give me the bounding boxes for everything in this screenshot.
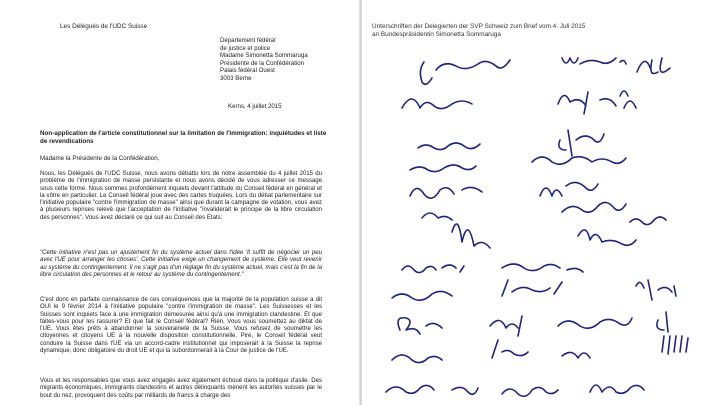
- signature-22: [636, 280, 676, 300]
- recipient-line-5: Palais fédéral Ouest: [220, 67, 275, 75]
- recipient-line-2: de justice et police: [220, 44, 271, 52]
- signature-6: [624, 101, 636, 108]
- signatures-title-line-1: Unterschriften der Delegierten der SVP Schweiz zum Brief vom 4. Juli 2015: [372, 23, 586, 30]
- signature-1: [420, 60, 510, 84]
- signature-31: [386, 385, 434, 393]
- signature-29: [562, 352, 590, 358]
- signature-32: [452, 387, 478, 394]
- right-signatures-page: [362, 0, 720, 405]
- signature-8: [559, 130, 604, 156]
- signature-2: [562, 58, 626, 64]
- signature-10: [532, 157, 626, 165]
- signature-21: [502, 280, 562, 296]
- signature-34: [590, 385, 644, 393]
- signature-12: [540, 182, 598, 196]
- signature-4: [402, 99, 472, 109]
- signatures-title-line-2: an Bundespräsidentin Simonetta Sommaruga: [372, 31, 501, 38]
- signature-33: [502, 387, 558, 396]
- letter-subject: Non-application de l'article constitutionnel sur la limitation de l'immigration: inquiétudes et liste de revendications: [40, 130, 327, 145]
- signature-26: [657, 312, 668, 332]
- signature-7: [418, 143, 480, 150]
- signature-15: [630, 217, 666, 225]
- signature-30: [662, 336, 688, 354]
- signature-24: [490, 316, 522, 336]
- signature-27: [392, 355, 442, 363]
- signature-11: [410, 187, 482, 198]
- signature-25: [558, 318, 632, 328]
- recipient-line-3: Madame Simonetta Sommaruga: [220, 52, 308, 60]
- recipient-line-4: Présidente de la Confédération: [220, 59, 305, 67]
- paragraph-quote: "Cette initiative n'est pas un ajustement fin du système actuel dans l'idée 'Il suffit de négocier un peu avec l'UE pour arranger les choses'. Cette initiative exige un changement de système. Elle veut revenir au système du contingentement. Il ne s'agit pas d'un réglage fin du système actuel, mais c'est la fin de la libre circulation des personnes et le retour au système du contingentement.": [40, 250, 322, 278]
- recipient-line-6: 3003 Berne: [220, 75, 252, 82]
- signature-sheet: [362, 0, 720, 405]
- letter-date: Kerns, 4 juillet 2015: [228, 103, 282, 110]
- signature-5: [558, 91, 628, 114]
- signature-19: [502, 264, 583, 272]
- signature-23: [398, 318, 442, 334]
- signature-17: [578, 230, 636, 245]
- signature-9: [410, 165, 476, 172]
- paragraph-2: C'est donc en parfaite connaissance de ces conséquences que la majorité de la population suisse a dit OUI le 9 février 2014 à l'initiative populaire "contre l'immigration de masse". Les Suissesses et les Suisses sont inquiets face à une immigration démesurée ainsi qu'à une immigration clandestine. Et que faites-vous pour les rassurer? Et que fait le Conseil fédéral? Rien. Vous vous soumettez au diktat de l'UE. Vous êtes prêts à abandonner la souveraineté de la Suisse. Vous refusez de soumettre les citoyennes et citoyens UE à la nouvelle disposition constitutionnelle. Pire, le Conseil fédéral veut conduire la Suisse dans l'UE via un accord-cadre institutionnel qui imposerait à la Suisse la reprise dynamique, donc obligatoire du droit UE et qui la subordonnerait à la Cour de justice de l'UE.: [40, 297, 322, 354]
- signature-20: [392, 291, 452, 300]
- signature-14: [422, 213, 452, 220]
- signature-13: [562, 202, 626, 212]
- letter-salutation: Madame la Présidente de la Confédération,: [40, 155, 160, 162]
- paragraph-1: Nous, les Délégués de l'UDC Suisse, nous avons débattu lors de notre assemblée du 4 juillet 2015 du problème de l'immigration de masse persistante et nous avons décidé de vous adresser ce message sous cette forme. Nous sommes profondément inquiets devant l'attitude du Conseil fédéral en général et la vôtre en particulier. Le Conseil fédéral joue avec des cartes truquées. Lors du débat parlementaire sur l'initiative populaire "contre l'immigration de masse" ainsi que durant la campagne de votation, vous avez à plusieurs reprises relevé que l'acceptation de l'initiative "invaliderait le principe de la libre circulation des personnes". Vous avez déclaré ce qui suit au Conseil des Etats:: [40, 171, 322, 221]
- signature-16: [452, 224, 490, 248]
- signature-3: [637, 58, 670, 74]
- paragraph-3: Vous et les responsables que vous avez engagés avez également échoué dans la politique d'asile. Des migrants économiques, immigrants clandestins et autres délinquants mènent les autorités suisses par le bout du nez, provoquent des coûts par milliards de francs à charge des: [40, 378, 322, 399]
- signature-18: [402, 265, 464, 273]
- recipient-line-1: Département fédéral: [220, 37, 276, 44]
- sender-line: Les Délégués de l'UDC Suisse: [60, 23, 148, 30]
- signature-28: [492, 340, 528, 358]
